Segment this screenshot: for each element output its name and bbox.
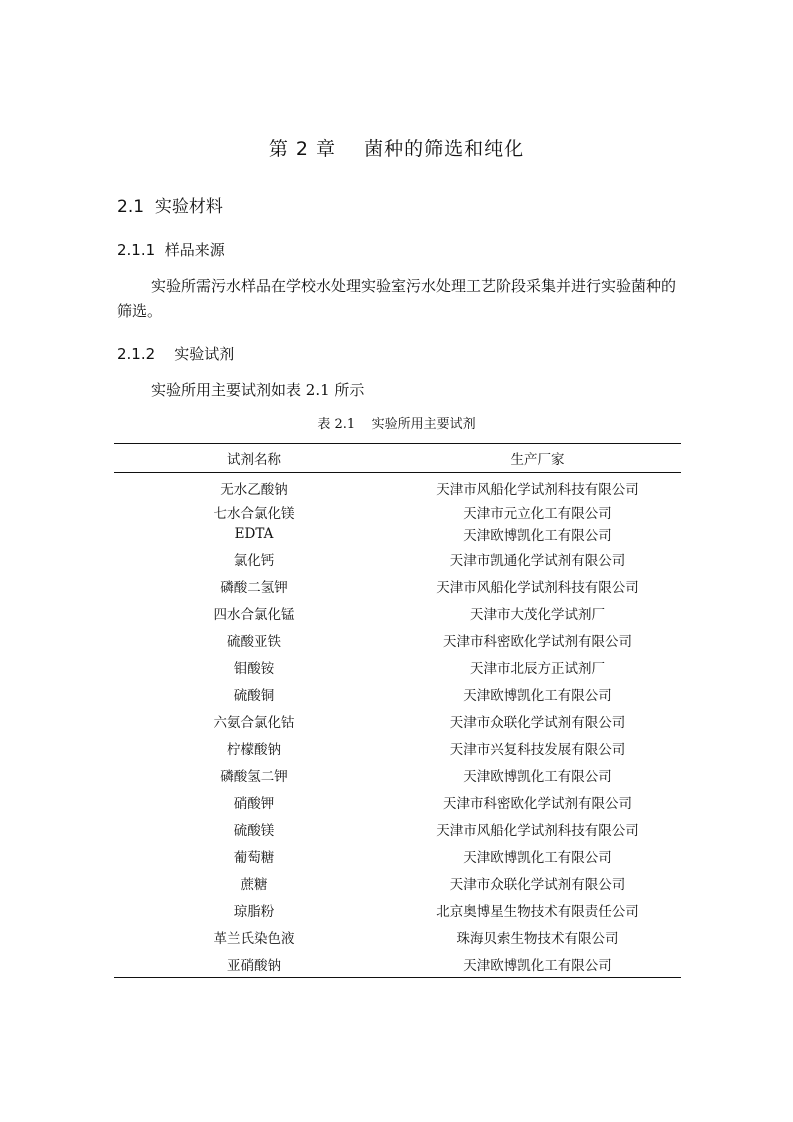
table-header-row	[114, 444, 681, 473]
reagent-name-cell: 氯化钙	[233, 552, 275, 569]
reagent-name-cell: EDTA	[234, 526, 274, 542]
reagent-name-cell: 亚硝酸钠	[227, 957, 281, 974]
manufacturer-cell: 天津欧博凯化工有限公司	[463, 849, 612, 866]
reagent-name-cell: 无水乙酸钠	[220, 482, 288, 498]
section-heading-2-1: 2.1 实验材料	[117, 197, 223, 217]
table-row	[114, 680, 681, 707]
table-row	[114, 896, 681, 923]
table-row	[114, 473, 681, 502]
table-row	[114, 653, 681, 680]
manufacturer-cell: 天津市风船化学试剂科技有限公司	[436, 579, 639, 596]
reagents-intro-paragraph: 实验所用主要试剂如表 2.1 所示	[151, 381, 365, 399]
manufacturer-cell: 天津市风船化学试剂科技有限公司	[436, 822, 639, 839]
section-heading-2-1-1: 2.1.1 样品来源	[117, 241, 225, 259]
reagent-name-cell: 革兰氏染色液	[213, 930, 295, 947]
manufacturer-cell: 天津市众联化学试剂有限公司	[449, 714, 626, 731]
table-row	[114, 788, 681, 815]
manufacturer-cell: 天津欧博凯化工有限公司	[463, 528, 612, 544]
manufacturer-cell: 天津欧博凯化工有限公司	[463, 957, 612, 974]
reagent-name-cell: 柠檬酸钠	[227, 741, 281, 758]
sample-source-paragraph: 实验所需污水样品在学校水处理实验室污水处理工艺阶段采集并进行实验菌种的筛选。	[117, 277, 677, 320]
chapter-title: 第 2 章 菌种的筛选和纯化	[268, 138, 525, 160]
manufacturer-cell: 天津市北辰方正试剂厂	[470, 660, 605, 677]
table-row	[114, 707, 681, 734]
reagent-name-cell: 磷酸二氢钾	[220, 579, 288, 596]
reagent-name-cell: 琼脂粉	[233, 903, 275, 920]
table-row	[114, 815, 681, 842]
section-heading-2-1-2: 2.1.2 实验试剂	[117, 345, 235, 363]
reagent-name-cell: 钼酸铵	[233, 660, 275, 677]
manufacturer-cell: 天津市凯通化学试剂有限公司	[449, 552, 626, 569]
header-reagent-name: 试剂名称	[227, 452, 281, 468]
reagent-name-cell: 磷酸氢二钾	[220, 768, 288, 785]
table-row	[114, 950, 681, 978]
reagent-name-cell: 硫酸亚铁	[227, 633, 281, 650]
manufacturer-cell: 天津市兴复科技发展有限公司	[449, 741, 626, 758]
table-row	[114, 761, 681, 788]
table-row	[114, 501, 681, 523]
table-row	[114, 842, 681, 869]
table-row	[114, 545, 681, 572]
reagent-name-cell: 四水合氯化锰	[213, 606, 295, 623]
reagents-table	[114, 443, 681, 978]
manufacturer-cell: 天津市科密欧化学试剂有限公司	[443, 633, 632, 650]
table-row	[114, 572, 681, 599]
table-row	[114, 599, 681, 626]
manufacturer-cell: 天津市风船化学试剂科技有限公司	[436, 482, 639, 498]
manufacturer-cell: 北京奥博星生物技术有限责任公司	[436, 903, 639, 920]
table-row	[114, 523, 681, 545]
reagent-name-cell: 七水合氯化镁	[213, 506, 295, 522]
reagent-name-cell: 硫酸铜	[233, 687, 275, 704]
table-body	[114, 473, 681, 978]
manufacturer-cell: 天津欧博凯化工有限公司	[463, 768, 612, 785]
table-row	[114, 923, 681, 950]
table-caption: 表 2.1 实验所用主要试剂	[317, 417, 476, 432]
header-manufacturer: 生产厂家	[510, 452, 565, 468]
table-row	[114, 626, 681, 653]
table-row	[114, 869, 681, 896]
reagent-name-cell: 硝酸钾	[233, 795, 275, 812]
reagent-name-cell: 硫酸镁	[233, 822, 275, 839]
manufacturer-cell: 天津欧博凯化工有限公司	[463, 687, 612, 704]
reagent-name-cell: 葡萄糖	[233, 849, 275, 866]
table-row	[114, 734, 681, 761]
reagent-name-cell: 六氨合氯化钴	[213, 714, 295, 731]
manufacturer-cell: 天津市众联化学试剂有限公司	[449, 876, 626, 893]
manufacturer-cell: 天津市大茂化学试剂厂	[470, 606, 605, 623]
reagent-name-cell: 蔗糖	[240, 876, 268, 893]
manufacturer-cell: 珠海贝索生物技术有限公司	[456, 930, 619, 947]
manufacturer-cell: 天津市元立化工有限公司	[463, 506, 612, 522]
manufacturer-cell: 天津市科密欧化学试剂有限公司	[443, 795, 632, 812]
